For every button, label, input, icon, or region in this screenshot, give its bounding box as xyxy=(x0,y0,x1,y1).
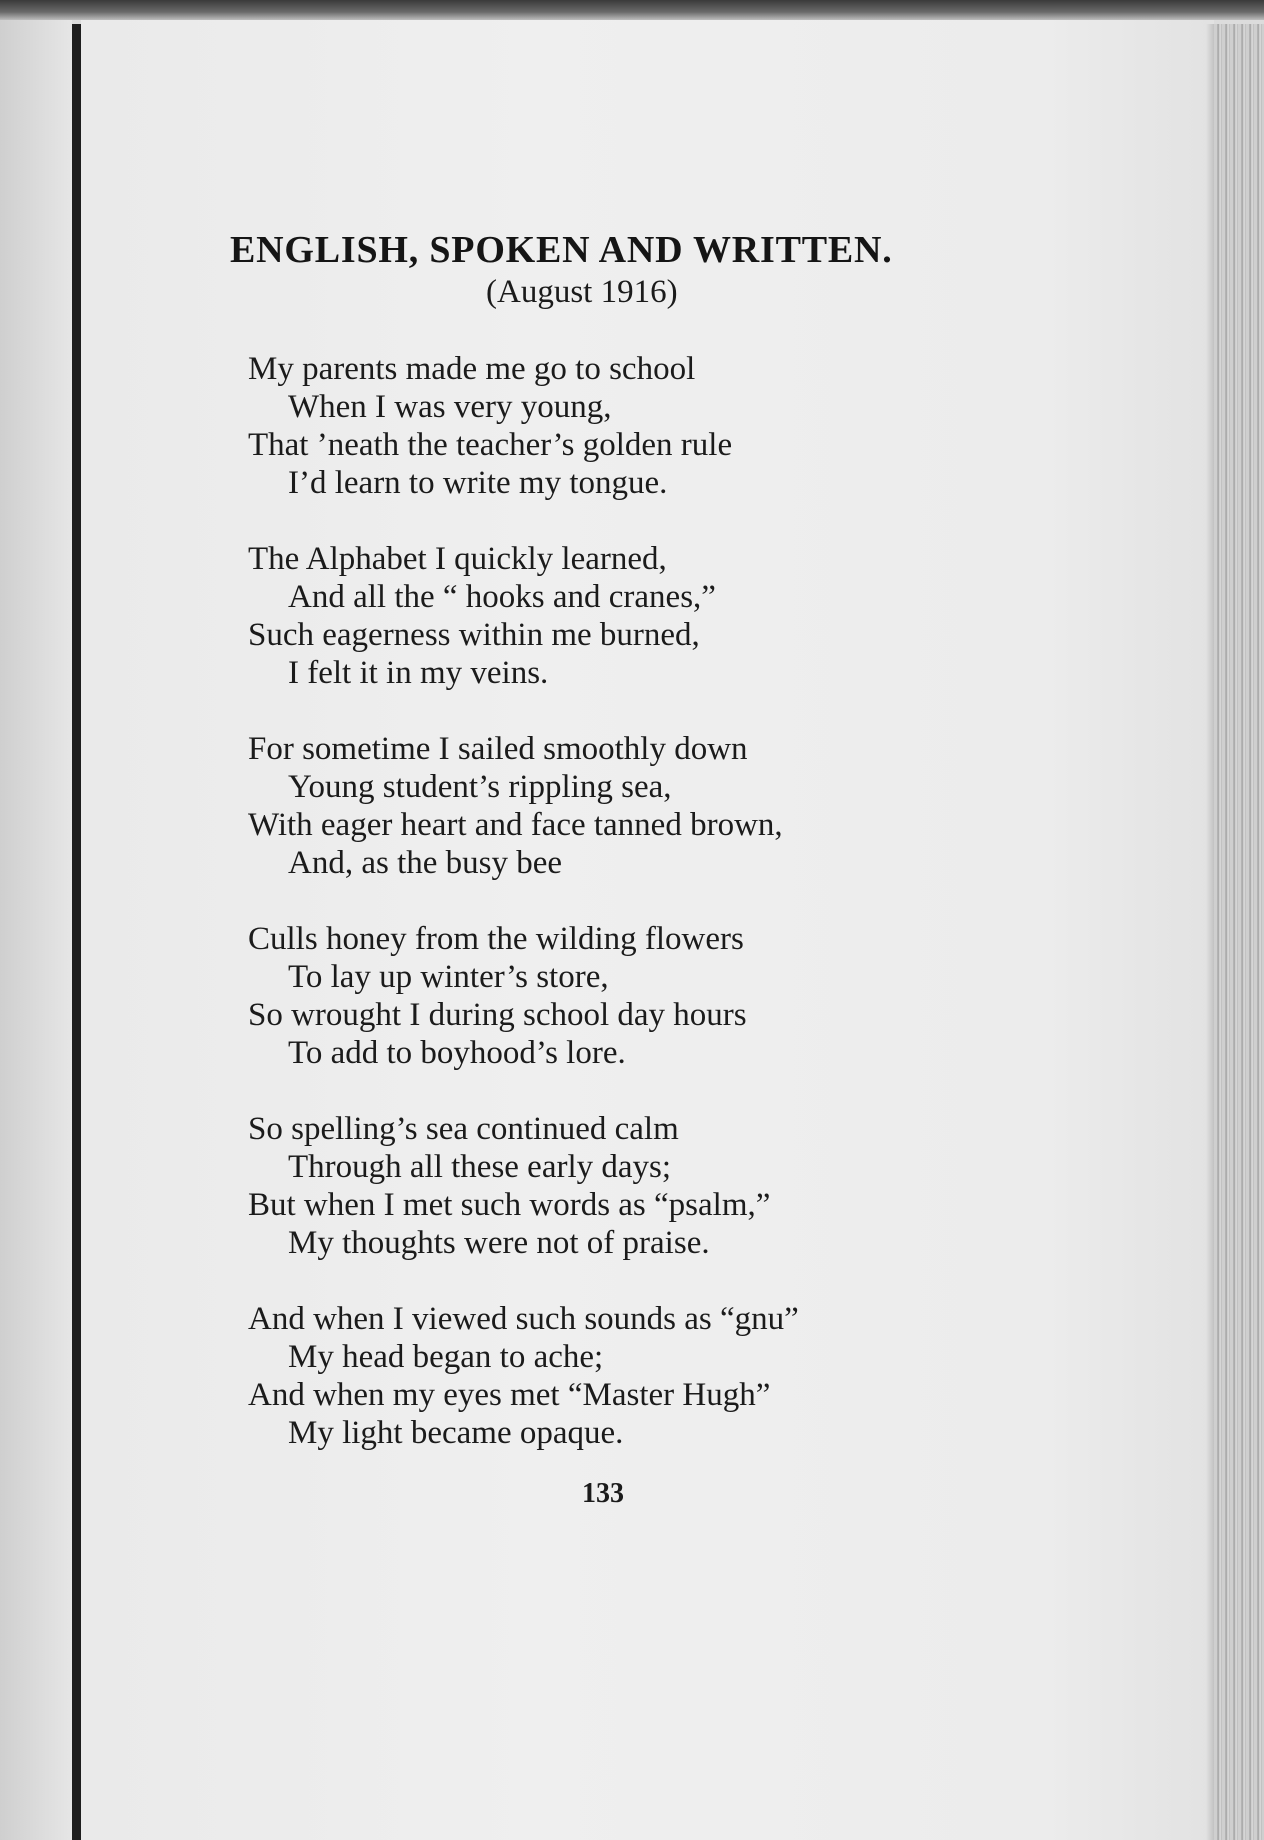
poem-line: And when my eyes met “Master Hugh” xyxy=(248,1377,771,1413)
stanza xyxy=(248,1110,1008,1262)
poem-line: When I was very young, xyxy=(288,389,612,425)
poem-line: But when I met such words as “psalm,” xyxy=(248,1187,771,1223)
poem-line: Young student’s rippling sea, xyxy=(288,769,672,805)
stanza xyxy=(248,1300,1008,1452)
poem-line: My head began to ache; xyxy=(288,1339,604,1375)
stanza xyxy=(248,350,1008,502)
poem-body xyxy=(248,350,1008,1490)
page-number: 133 xyxy=(582,1478,624,1509)
poem-line: So wrought I during school day hours xyxy=(248,997,747,1033)
left-margin xyxy=(0,20,72,1840)
poem-line: So spelling’s sea continued calm xyxy=(248,1111,679,1147)
poem-line: And, as the busy bee xyxy=(288,845,563,881)
poem-line: With eager heart and face tanned brown, xyxy=(248,807,783,843)
poem-line: My parents made me go to school xyxy=(248,351,696,387)
poem-line: I’d learn to write my tongue. xyxy=(288,465,668,501)
poem-line: The Alphabet I quickly learned, xyxy=(248,541,667,577)
stanza xyxy=(248,730,1008,882)
poem-line: To lay up winter’s store, xyxy=(288,959,609,995)
poem-line: Culls honey from the wilding flowers xyxy=(248,921,744,957)
poem-line: My light became opaque. xyxy=(288,1415,624,1451)
poem-title: ENGLISH, SPOKEN AND WRITTEN. xyxy=(230,229,893,271)
binding-line xyxy=(72,24,81,1840)
stanza xyxy=(248,920,1008,1072)
poem-line: Such eagerness within me burned, xyxy=(248,617,700,653)
poem-date: (August 1916) xyxy=(486,274,678,310)
stanza xyxy=(248,540,1008,692)
poem-line: That ’neath the teacher’s golden rule xyxy=(248,427,733,463)
poem-line: Through all these early days; xyxy=(288,1149,672,1185)
poem-line: And all the “ hooks and cranes,” xyxy=(288,579,716,615)
poem-line: I felt it in my veins. xyxy=(288,655,549,691)
poem-line: To add to boyhood’s lore. xyxy=(288,1035,626,1071)
page-edges xyxy=(1214,24,1264,1840)
poem-line: My thoughts were not of praise. xyxy=(288,1225,710,1261)
poem-line: And when I viewed such sounds as “gnu” xyxy=(248,1301,799,1337)
top-edge xyxy=(0,0,1264,20)
poem-line: For sometime I sailed smoothly down xyxy=(248,731,748,767)
